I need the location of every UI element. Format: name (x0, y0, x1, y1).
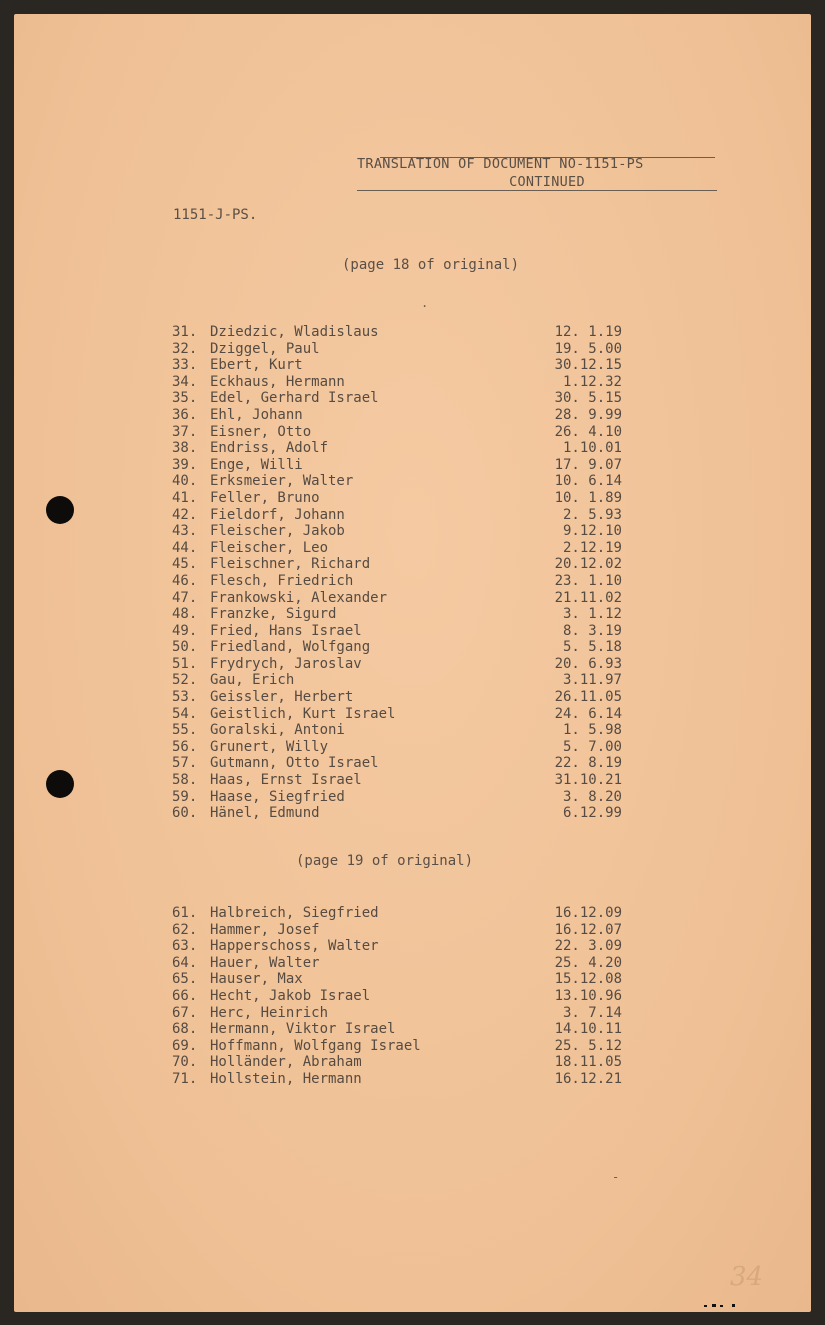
entry-birthdate: 20. 6.93 (554, 655, 622, 672)
entry-name: Fleischer, Leo (210, 539, 329, 556)
entry-name: Gau, Erich (210, 672, 295, 689)
entry-name: Feller, Bruno (210, 489, 320, 506)
entry-name: Haase, Siegfried (210, 788, 345, 805)
list-row (172, 390, 622, 407)
list-row (172, 722, 622, 739)
list-row (172, 623, 622, 640)
list-row (172, 357, 622, 374)
entry-birthdate: 8. 3.19 (562, 622, 622, 639)
entry-number: 40. (172, 473, 198, 490)
entry-name: Hänel, Edmund (210, 805, 320, 822)
entry-name: Dziedzic, Wladislaus (210, 324, 379, 340)
entry-number: 61. (172, 905, 198, 921)
page-number-handwritten: 34 (730, 1262, 764, 1292)
list-row (172, 523, 622, 540)
entry-number: 59. (172, 788, 198, 805)
entry-name: Flesch, Friedrich (210, 572, 354, 589)
list-row (172, 672, 622, 689)
list-row (172, 341, 622, 358)
header-rule-bottom (357, 190, 717, 191)
entry-birthdate: 22. 8.19 (554, 755, 622, 772)
list-row (172, 407, 622, 424)
entry-number: 52. (172, 672, 198, 689)
entry-number: 32. (172, 340, 198, 357)
entry-number: 51. (172, 655, 198, 672)
entry-name: Geissler, Herbert (210, 689, 354, 706)
entry-number: 71. (172, 1070, 198, 1087)
entry-number: 45. (172, 556, 198, 573)
entry-number: 35. (172, 390, 198, 407)
entry-name: Hauser, Max (210, 971, 303, 988)
entry-name: Halbreich, Siegfried (210, 905, 379, 921)
entry-name: Friedland, Wolfgang (210, 639, 371, 656)
entry-number: 67. (172, 1004, 198, 1021)
entry-birthdate: 23. 1.10 (554, 572, 622, 589)
entry-birthdate: 1.12.32 (562, 373, 622, 390)
entry-number: 44. (172, 539, 198, 556)
list-row (172, 706, 622, 723)
entry-birthdate: 30.12.15 (554, 357, 622, 374)
list-row (172, 1005, 622, 1022)
entry-birthdate: 10. 6.14 (554, 473, 622, 490)
list-row (172, 988, 622, 1005)
entry-birthdate: 3. 7.14 (562, 1004, 622, 1021)
entry-birthdate: 2.12.19 (562, 539, 622, 556)
entry-name: Geistlich, Kurt Israel (210, 705, 396, 722)
list-row (172, 573, 622, 590)
entry-number: 69. (172, 1037, 198, 1054)
entry-name: Fleischner, Richard (210, 556, 371, 573)
entry-birthdate: 26. 4.10 (554, 423, 622, 440)
entry-name: Herc, Heinrich (210, 1004, 329, 1021)
entry-name: Fleischer, Jakob (210, 523, 345, 540)
entry-number: 63. (172, 938, 198, 955)
list-row (172, 1038, 622, 1055)
entry-birthdate: 18.11.05 (554, 1054, 622, 1071)
list-row (172, 324, 622, 341)
entry-birthdate: 16.12.21 (554, 1070, 622, 1087)
list-row (172, 789, 622, 806)
list-row (172, 955, 622, 972)
entry-birthdate: 28. 9.99 (554, 406, 622, 423)
entry-birthdate: 10. 1.89 (554, 489, 622, 506)
entry-number: 60. (172, 805, 198, 822)
entry-number: 48. (172, 606, 198, 623)
speck-mark-lower: - (612, 1170, 620, 1184)
entry-number: 36. (172, 406, 198, 423)
list-row (172, 1054, 622, 1071)
entry-birthdate: 9.12.10 (562, 523, 622, 540)
list-row (172, 540, 622, 557)
entry-number: 57. (172, 755, 198, 772)
header-continued: CONTINUED (509, 174, 585, 190)
punch-hole-top (46, 496, 74, 524)
speck-mark: . (421, 296, 429, 310)
entry-name: Eisner, Otto (210, 423, 312, 440)
entry-birthdate: 20.12.02 (554, 556, 622, 573)
entry-birthdate: 15.12.08 (554, 971, 622, 988)
entry-birthdate: 5. 7.00 (562, 738, 622, 755)
document-reference: 1151-J-PS. (173, 207, 258, 223)
list-row (172, 1071, 622, 1088)
entry-birthdate: 6.12.99 (562, 805, 622, 822)
entry-name: Hecht, Jakob Israel (210, 987, 371, 1004)
entry-name: Hammer, Josef (210, 921, 320, 938)
entry-number: 34. (172, 373, 198, 390)
entry-birthdate: 19. 5.00 (554, 340, 622, 357)
entry-birthdate: 17. 9.07 (554, 456, 622, 473)
punch-hole-bottom (46, 770, 74, 798)
entry-name: Hollstein, Hermann (210, 1070, 362, 1087)
entry-birthdate: 5. 5.18 (562, 639, 622, 656)
entry-number: 53. (172, 689, 198, 706)
entry-number: 62. (172, 921, 198, 938)
entry-number: 42. (172, 506, 198, 523)
entry-birthdate: 12. 1.19 (554, 324, 622, 340)
list-row (172, 938, 622, 955)
entry-name: Dziggel, Paul (210, 340, 320, 357)
entry-birthdate: 26.11.05 (554, 689, 622, 706)
entry-number: 55. (172, 722, 198, 739)
entry-number: 58. (172, 772, 198, 789)
entry-name: Eckhaus, Hermann (210, 373, 345, 390)
entry-birthdate: 3. 8.20 (562, 788, 622, 805)
entry-name: Franzke, Sigurd (210, 606, 337, 623)
list-row (172, 639, 622, 656)
entry-birthdate: 30. 5.15 (554, 390, 622, 407)
entry-number: 54. (172, 705, 198, 722)
entry-birthdate: 14.10.11 (554, 1021, 622, 1038)
list-row (172, 424, 622, 441)
entry-number: 68. (172, 1021, 198, 1038)
entry-number: 56. (172, 738, 198, 755)
entry-number: 41. (172, 489, 198, 506)
entry-number: 33. (172, 357, 198, 374)
entry-name: Hoffmann, Wolfgang Israel (210, 1037, 421, 1054)
entry-birthdate: 13.10.96 (554, 987, 622, 1004)
entry-name: Goralski, Antoni (210, 722, 345, 739)
entry-number: 43. (172, 523, 198, 540)
entry-number: 37. (172, 423, 198, 440)
entry-birthdate: 24. 6.14 (554, 705, 622, 722)
entry-number: 49. (172, 622, 198, 639)
name-list-first (172, 324, 622, 822)
entry-birthdate: 1. 5.98 (562, 722, 622, 739)
list-row (172, 739, 622, 756)
entry-birthdate: 25. 4.20 (554, 954, 622, 971)
entry-number: 38. (172, 440, 198, 457)
entry-name: Frydrych, Jaroslav (210, 655, 362, 672)
entry-birthdate: 16.12.07 (554, 921, 622, 938)
list-row (172, 689, 622, 706)
entry-birthdate: 31.10.21 (554, 772, 622, 789)
list-row (172, 590, 622, 607)
entry-number: 46. (172, 572, 198, 589)
list-row (172, 606, 622, 623)
entry-birthdate: 2. 5.93 (562, 506, 622, 523)
list-row (172, 556, 622, 573)
entry-name: Happerschoss, Walter (210, 938, 379, 955)
entry-name: Fried, Hans Israel (210, 622, 362, 639)
edge-marks (702, 1304, 742, 1308)
entry-name: Enge, Willi (210, 456, 303, 473)
page-note-first: (page 18 of original) (342, 257, 520, 273)
list-row (172, 374, 622, 391)
entry-name: Edel, Gerhard Israel (210, 390, 379, 407)
entry-name: Fieldorf, Johann (210, 506, 345, 523)
entry-name: Grunert, Willy (210, 738, 329, 755)
entry-number: 50. (172, 639, 198, 656)
entry-number: 39. (172, 456, 198, 473)
list-row (172, 755, 622, 772)
entry-number: 65. (172, 971, 198, 988)
list-row (172, 440, 622, 457)
entry-name: Erksmeier, Walter (210, 473, 354, 490)
entry-name: Hermann, Viktor Israel (210, 1021, 396, 1038)
entry-number: 47. (172, 589, 198, 606)
list-row (172, 490, 622, 507)
list-row (172, 772, 622, 789)
list-row (172, 971, 622, 988)
header-title: TRANSLATION OF DOCUMENT NO-1151-PS (357, 156, 644, 172)
entry-name: Hauer, Walter (210, 954, 320, 971)
entry-birthdate: 25. 5.12 (554, 1037, 622, 1054)
entry-birthdate: 1.10.01 (562, 440, 622, 457)
entry-name: Holländer, Abraham (210, 1054, 362, 1071)
list-row (172, 457, 622, 474)
entry-name: Haas, Ernst Israel (210, 772, 362, 789)
entry-number: 66. (172, 987, 198, 1004)
entry-name: Frankowski, Alexander (210, 589, 388, 606)
entry-name: Gutmann, Otto Israel (210, 755, 379, 772)
list-row (172, 922, 622, 939)
entry-birthdate: 21.11.02 (554, 589, 622, 606)
entry-number: 70. (172, 1054, 198, 1071)
list-row (172, 805, 622, 822)
entry-name: Endriss, Adolf (210, 440, 329, 457)
entry-name: Ehl, Johann (210, 406, 303, 423)
entry-birthdate: 16.12.09 (554, 905, 622, 921)
entry-name: Ebert, Kurt (210, 357, 303, 374)
list-row (172, 507, 622, 524)
entry-birthdate: 3.11.97 (562, 672, 622, 689)
list-row (172, 905, 622, 922)
entry-birthdate: 22. 3.09 (554, 938, 622, 955)
entry-birthdate: 3. 1.12 (562, 606, 622, 623)
entry-number: 31. (172, 324, 198, 340)
entry-number: 64. (172, 954, 198, 971)
list-row (172, 473, 622, 490)
list-row (172, 1021, 622, 1038)
list-row (172, 656, 622, 673)
name-list-second (172, 905, 622, 1088)
page-note-second: (page 19 of original) (296, 853, 474, 869)
